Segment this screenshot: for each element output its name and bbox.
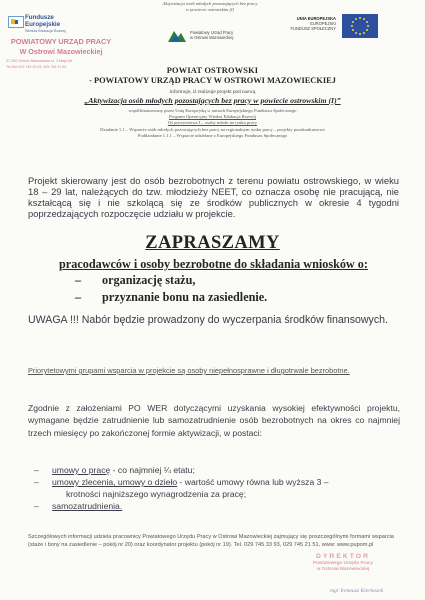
invite-item-text: organizację stażu, bbox=[102, 273, 196, 287]
intro-paragraph: Projekt skierowany jest do osób bezrobotnych z terenu powiatu ostrowskiego, w wieku 18 – 29 lat, należących do tzw. młodzieży NEET, co oznacza osobę nie pracującą, nie kształcącą się i nie szkolącą się ze środków publicznych w okresie 4 tygodni poprzedzających rozpoczęcie udziału w projekcie. bbox=[28, 175, 399, 219]
employment-form-name: umowy zlecenia, umowy o dzieło bbox=[52, 477, 178, 487]
program-info-line: współfinansowany przez Unię Europejską w ramach Europejskiego Funduszu Społecznego bbox=[128, 108, 297, 113]
invite-item: – przyznanie bonu na zasiedlenie. bbox=[75, 290, 268, 304]
employment-form-name: umowy o pracę bbox=[52, 465, 111, 475]
invite-item-text: przyznanie bonu na zasiedlenie. bbox=[102, 290, 268, 304]
eu-logo-line-3: FUNDUSZ SPOŁECZNY bbox=[290, 25, 336, 31]
employment-form-item: – umowy o pracę - co najmniej ¼ etatu; bbox=[34, 465, 195, 475]
pup-logo-line-1: Powiatowy Urząd Pracy bbox=[190, 30, 234, 35]
stamp-line-3: 07-300 Ostrów Mazowiecka ul. 3 Maja 68 bbox=[6, 59, 72, 63]
employment-form-item: – umowy zlecenia, umowy o dzieło - wartość umowy równa lub wyższa 3 – bbox=[34, 477, 329, 487]
program-info bbox=[40, 108, 385, 139]
stamp-line-2: W Ostrowi Mazowieckiej bbox=[19, 47, 103, 56]
director-stamp bbox=[284, 553, 402, 571]
employment-form-name: samozatrudnienia. bbox=[52, 501, 123, 511]
pup-logo-line-2: w Ostrowi Mazowieckiej bbox=[190, 35, 234, 41]
stamp-line-1: POWIATOWY URZĄD PRACY bbox=[10, 37, 112, 46]
director-stamp-line-1: DYREKTOR bbox=[315, 553, 371, 560]
program-info-line: Poddziałanie 1.1.1 – Wsparcie udzielane z Europejskiego Funduszu Społecznego bbox=[137, 132, 288, 138]
pup-heading: - POWIATOWY URZĄD PRACY W OSTROWI MAZOWIECKIEJ bbox=[89, 76, 336, 85]
employment-form-detail: - co najmniej ¼ etatu; bbox=[110, 465, 195, 475]
project-header-line-2: w powiecie ostrowskim (I) bbox=[185, 6, 235, 12]
eu-logo-line-1: UNIA EUROPEJSKA bbox=[296, 16, 336, 21]
program-info-line: Działanie 1.1 – Wsparcie osób młodych pozostających bez pracy na regionalnym rynku pracy – projekty pozakonkursowe bbox=[100, 126, 325, 132]
fundusze-europejskie-logo bbox=[25, 15, 60, 28]
contact-footer: Szczegółowych informacji udziela pracownicy Powiatowego Urzędu Pracy w Ostrowi Mazowieckiej zajmujący się poszczególnymi formami wsparcia (staże i bony na zasiedlenie – pokój nr 20) oraz koordynator projektu (pokój nr 19). Tel. 029 745 33 93, 029 745 21 51, www: www.pupom.pl bbox=[28, 534, 394, 548]
stamp-line-4: Tel./fax 029 745 33 93, 029 745 21 51 bbox=[6, 65, 67, 69]
eu-logo-text bbox=[272, 17, 336, 31]
invite-item: – organizację stażu, bbox=[75, 273, 196, 287]
director-stamp-line-2: Powiatowego Urzędu Pracy bbox=[313, 560, 373, 565]
fe-logo-subtitle: Wiedza Edukacja Rozwój bbox=[25, 29, 66, 33]
office-stamp bbox=[5, 37, 117, 69]
eu-logo-line-2: EUROPEJSKI bbox=[310, 20, 336, 26]
director-stamp-line-3: w Ostrowi Mazowieckiej bbox=[316, 565, 370, 571]
informuje-line: informuje, iż realizuje projekt pod nazwą bbox=[169, 89, 256, 95]
employment-form-continuation: krotności najniższego wynagrodzenia za pracę; bbox=[66, 489, 247, 499]
eu-flag-icon bbox=[342, 14, 378, 38]
project-header-line bbox=[120, 1, 300, 12]
project-title: „Aktywizacja osób młodych pozostających bez pracy w powiecie ostrowskim (I)” bbox=[84, 96, 341, 105]
priority-groups-note: Priorytetowymi grupami wsparcia w projekcie są osoby niepełnosprawne i długotrwale bezrobotne. bbox=[28, 366, 350, 375]
employment-form-detail: - wartość umowy równa lub wyższa 3 – bbox=[177, 477, 329, 487]
project-header-line-1: Aktywizacja osób młodych pozostających bez pracy bbox=[162, 1, 258, 6]
director-signature: mgr Ireneusz Kiernozek bbox=[330, 588, 384, 594]
fe-logo-name-1: Fundusze bbox=[25, 14, 54, 21]
program-info-line: Oś priorytetowa I – osoby młode na rynku pracy bbox=[167, 120, 258, 126]
powiat-heading: POWIAT OSTROWSKI bbox=[166, 66, 259, 75]
pup-logo-text bbox=[190, 30, 233, 40]
invite-subheading: pracodawców i osoby bezrobotne do składania wniosków o: bbox=[59, 257, 368, 271]
program-info-line: Program Operacyjny Wiedza Edukacja Rozwój bbox=[169, 114, 256, 120]
pup-mountain-logo-icon bbox=[168, 28, 186, 42]
invite-heading: ZAPRASZAMY bbox=[145, 233, 280, 253]
fundusze-europejskie-logo-icon bbox=[8, 16, 24, 28]
efficiency-requirements: Zgodnie z założeniami PO WER dotyczącymi uzyskania wysokiej efektywności projektu, wymagane będzie zatrudnienie lub samozatrudnienie osób bezrobotnych na okres co najmniej trzech miesięcy po zakończonej formie aktywizacji, w postaci: bbox=[28, 403, 400, 438]
employment-form-item: – samozatrudnienia. bbox=[34, 501, 123, 511]
fe-logo-name-2: Europejskie bbox=[25, 20, 61, 28]
uwaga-notice: UWAGA !!! Nabór będzie prowadzony do wyczerpania środków finansowych. bbox=[28, 314, 388, 326]
